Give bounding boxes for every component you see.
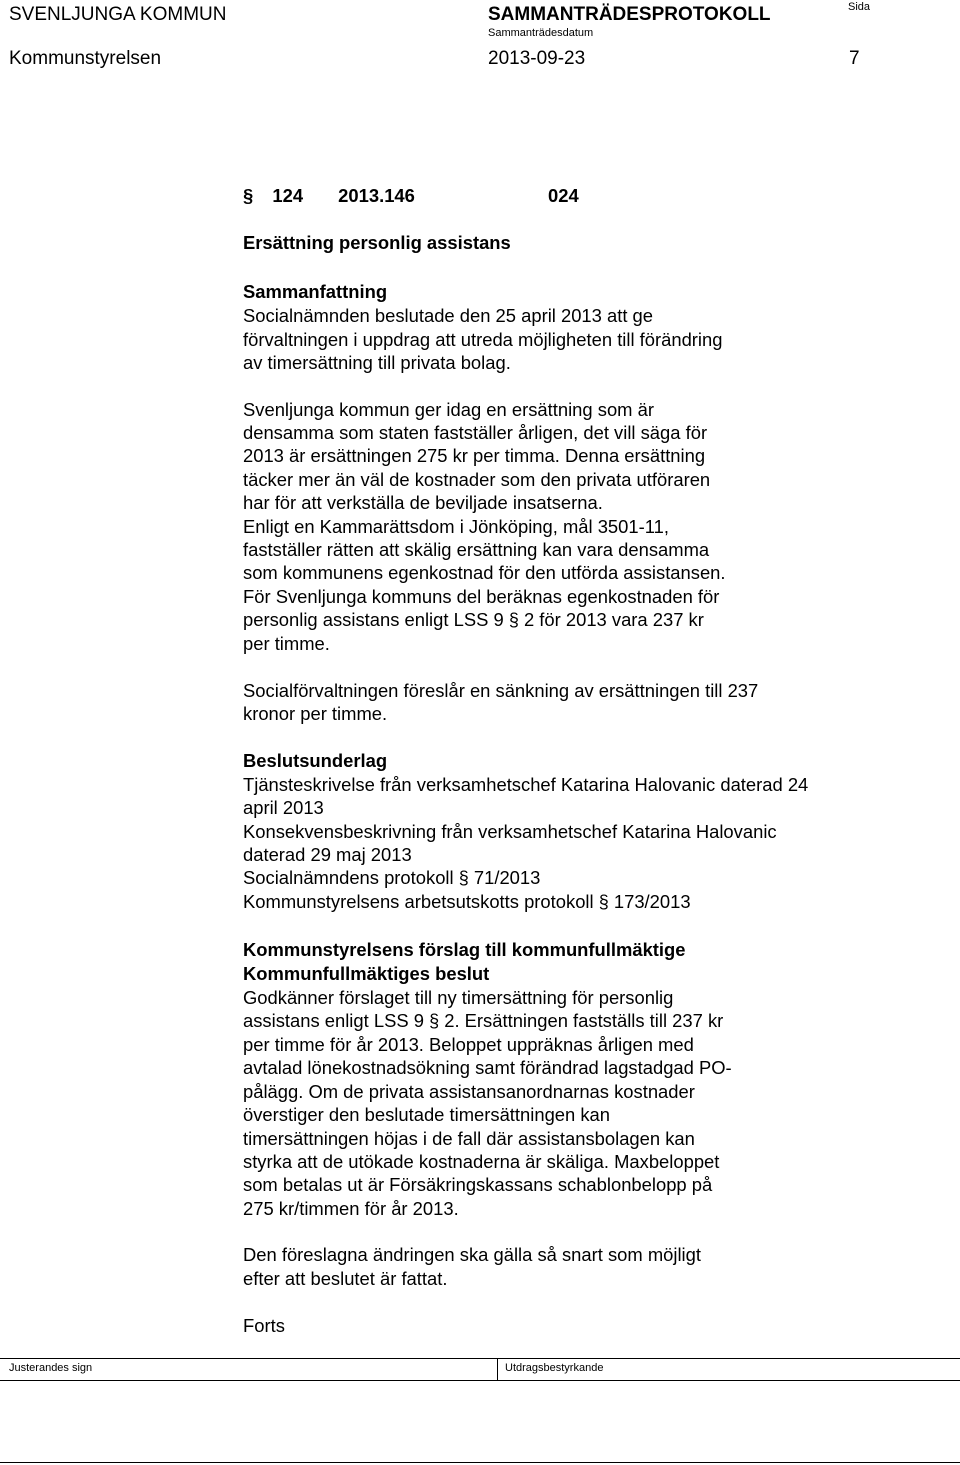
summary-line: har för att verkställa de beviljade insatserna. bbox=[243, 492, 603, 513]
closing-line: efter att beslutet är fattat. bbox=[243, 1268, 448, 1289]
footer-divider bbox=[497, 1358, 498, 1380]
justerandes-sign-label: Justerandes sign bbox=[9, 1362, 93, 1374]
summary-line: som kommunens egenkostnad för den utförda assistansen. bbox=[243, 562, 726, 583]
decision-line: Godkänner förslaget till ny timersättning för personlig bbox=[243, 987, 674, 1008]
line-part: 71/2013 bbox=[473, 867, 541, 888]
line-part: Kommunstyrelsens arbetsutskotts protokoll bbox=[243, 891, 594, 912]
decision-line: 275 kr/timmen för år 2013. bbox=[243, 1198, 459, 1219]
line-part: personlig assistans enligt LSS 9 bbox=[243, 609, 504, 630]
paragraph-symbol: § bbox=[429, 1011, 440, 1031]
summary-line: Enligt en Kammarättsdom i Jönköping, mål 3501-11, bbox=[243, 516, 669, 537]
paragraph-symbol: § bbox=[508, 610, 519, 630]
closing-line: Den föreslagna ändringen ska gälla så snart som möjligt bbox=[243, 1244, 701, 1265]
footer-top-rule bbox=[0, 1358, 960, 1359]
protocol-title: SAMMANTRÄDESPROTOKOLL bbox=[488, 4, 771, 25]
meeting-date: 2013-09-23 bbox=[488, 48, 586, 69]
basis-line: daterad 29 maj 2013 bbox=[243, 844, 412, 865]
summary-line: Svenljunga kommun ger idag en ersättning som är bbox=[243, 399, 654, 420]
summary-line: förvaltningen i uppdrag att utreda möjligheten till förändring bbox=[243, 329, 723, 350]
summary-line: 2013 är ersättningen 275 kr per timma. Denna ersättning bbox=[243, 445, 706, 466]
body-name: Kommunstyrelsen bbox=[9, 48, 162, 69]
summary-line: av timersättning till privata bolag. bbox=[243, 352, 511, 373]
summary-line: fastställer rätten att skälig ersättning kan vara densamma bbox=[243, 539, 710, 560]
basis-heading: Beslutsunderlag bbox=[243, 750, 388, 771]
summary-line: Socialförvaltningen föreslår en sänkning av ersättningen till 237 bbox=[243, 680, 759, 701]
decision-line: timersättningen höjas i de fall där assistansbolagen kan bbox=[243, 1128, 695, 1149]
summary-line: För Svenljunga kommuns del beräknas egenkostnaden för bbox=[243, 586, 720, 607]
section-heading bbox=[243, 184, 579, 208]
basis-line: Konsekvensbeskrivning från verksamhetschef Katarina Halovanic bbox=[243, 821, 777, 842]
page-label: Sida bbox=[848, 1, 871, 13]
basis-line: Tjänsteskrivelse från verksamhetschef Katarina Halovanic daterad 24 bbox=[243, 774, 809, 795]
line-part: assistans enligt LSS 9 bbox=[243, 1010, 424, 1031]
summary-line bbox=[243, 608, 704, 633]
decision-line: styrka att de utökade kostnaderna är skäliga. Maxbeloppet bbox=[243, 1151, 720, 1172]
basis-line: april 2013 bbox=[243, 797, 324, 818]
date-label: Sammanträdesdatum bbox=[488, 27, 594, 39]
footer-bottom-rule bbox=[0, 1462, 960, 1463]
decision-line: avtalad lönekostnadsökning samt förändrad lagstadgad PO- bbox=[243, 1057, 732, 1078]
municipality-name: SVENLJUNGA KOMMUN bbox=[9, 4, 227, 25]
basis-line bbox=[243, 890, 691, 915]
line-part: 173/2013 bbox=[613, 891, 691, 912]
summary-line: Socialnämnden beslutade den 25 april 2013 att ge bbox=[243, 305, 654, 326]
section-code: 024 bbox=[548, 185, 579, 206]
summary-heading: Sammanfattning bbox=[243, 281, 388, 302]
basis-line bbox=[243, 866, 540, 891]
decision-line: som betalas ut är Försäkringskassans schablonbelopp på bbox=[243, 1174, 713, 1195]
decision-heading: Kommunfullmäktiges beslut bbox=[243, 963, 490, 984]
line-part: 2 för 2013 vara 237 kr bbox=[523, 609, 704, 630]
line-part: Socialnämndens protokoll bbox=[243, 867, 454, 888]
line-part: 2. Ersättningen fastställs till 237 kr bbox=[444, 1010, 724, 1031]
paragraph-symbol: § bbox=[243, 185, 254, 206]
decision-line bbox=[243, 1009, 723, 1034]
paragraph-symbol: § bbox=[458, 868, 469, 888]
case-number: 2013.146 bbox=[338, 185, 415, 206]
page-number: 7 bbox=[849, 48, 860, 69]
utdragsbestyrkande-label: Utdragsbestyrkande bbox=[505, 1362, 604, 1374]
summary-line: densamma som staten fastställer årligen, det vill säga för bbox=[243, 422, 708, 443]
proposal-heading: Kommunstyrelsens förslag till kommunfullmäktige bbox=[243, 939, 686, 960]
summary-line: kronor per timme. bbox=[243, 703, 388, 724]
decision-line: per timme för år 2013. Beloppet uppräknas årligen med bbox=[243, 1034, 694, 1055]
paragraph-symbol: § bbox=[598, 892, 609, 912]
continued-marker: Forts bbox=[243, 1315, 285, 1336]
summary-line: per timme. bbox=[243, 633, 330, 654]
decision-line: pålägg. Om de privata assistansanordnarnas kostnader bbox=[243, 1081, 695, 1102]
section-number: 124 bbox=[272, 185, 304, 206]
decision-line: överstiger den beslutade timersättningen kan bbox=[243, 1104, 611, 1125]
section-title: Ersättning personlig assistans bbox=[243, 232, 511, 253]
summary-line: täcker mer än väl de kostnader som den privata utföraren bbox=[243, 469, 711, 490]
footer-mid-rule bbox=[0, 1380, 960, 1381]
